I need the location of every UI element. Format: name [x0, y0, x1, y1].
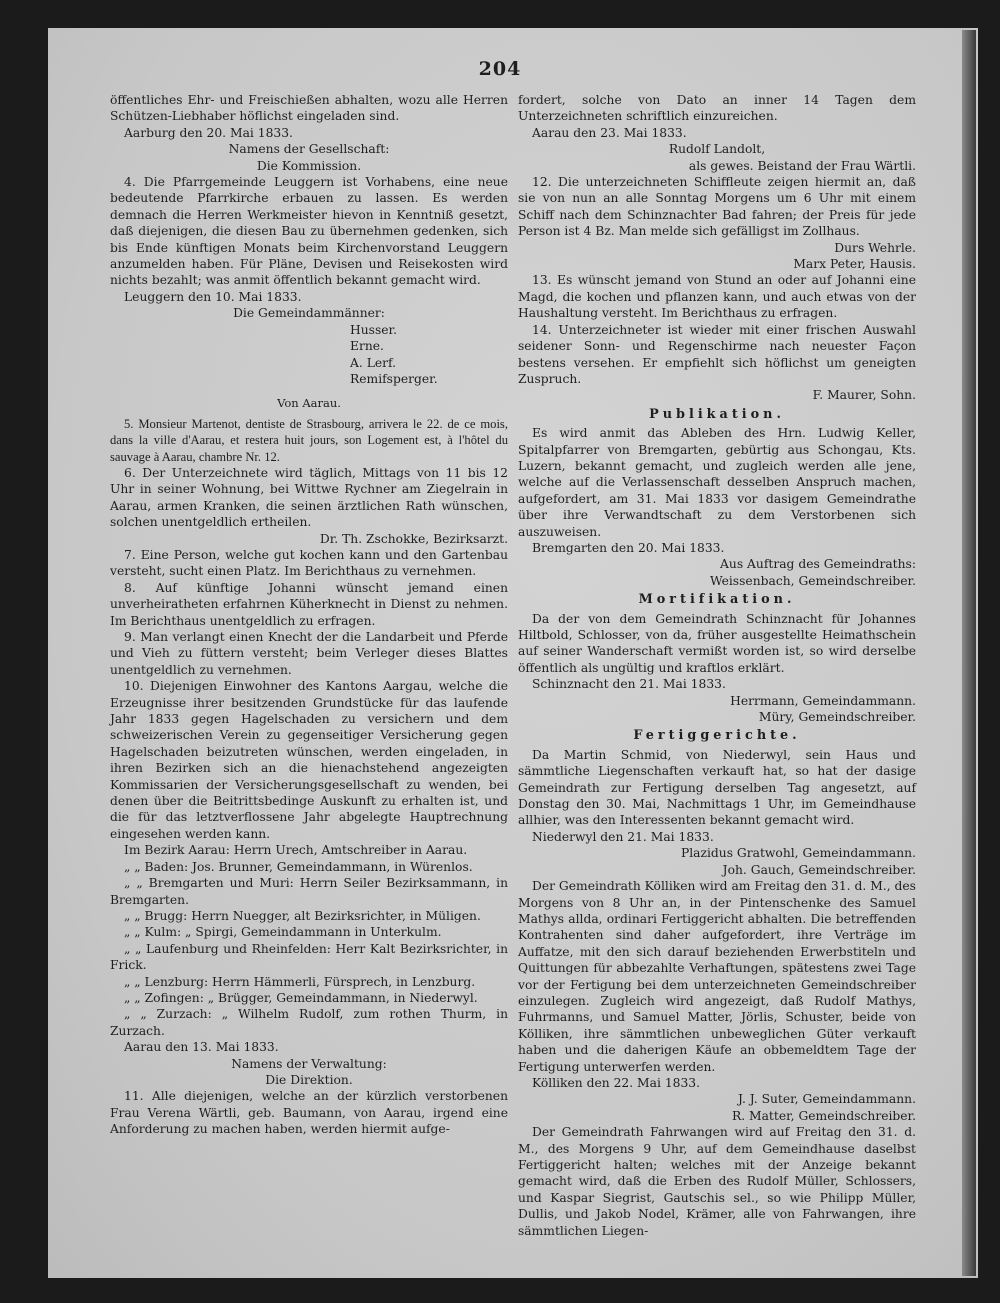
right-column-paragraph: 14. Unterzeichneter ist wieder mit einer frischen Auswahl seidener Sonn- und Regenschirme nach neuester Façon bestens versehen. Er empfiehlt sich höflichst um geneigten Zuspruch.: [518, 322, 916, 386]
left-column-paragraph: Namens der Verwaltung:: [231, 1056, 387, 1071]
left-column-paragraph: „ „ Laufenburg und Rheinfelden: Herr Kalt Bezirksrichter, in Frick.: [110, 941, 508, 973]
right-column-paragraph: 12. Die unterzeichneten Schiffleute zeigen hiermit an, daß sie von nun an alle Sonntag Morgens um 6 Uhr mit einem Schiff nach dem Schinznachter Bad fahren; der Preis für jede Person ist 4 Bz. Man melde sich gefälligst im Zollhaus.: [518, 175, 916, 239]
left-column-paragraph: A. Lerf.: [350, 355, 397, 370]
left-column-paragraph: Dr. Th. Zschokke, Bezirksarzt.: [319, 531, 508, 546]
right-column-paragraph: Plazidus Gratwohl, Gemeindammann.: [680, 846, 916, 861]
left-column-paragraph: „ „ Zofingen: „ Brügger, Gemeindammann, in Niederwyl.: [124, 990, 478, 1005]
right-column: [518, 92, 916, 1239]
right-column-paragraph: fordert, solche von Dato an inner 14 Tagen dem Unterzeichneten schriftlich einzureichen.: [518, 93, 916, 124]
left-column-paragraph: Im Bezirk Aarau: Herrn Urech, Amtschreiber in Aarau.: [124, 843, 468, 858]
right-column-paragraph: Weissenbach, Gemeindschreiber.: [709, 573, 916, 588]
left-column-paragraph: 4. Die Pfarrgemeinde Leuggern ist Vorhabens, eine neue bedeutende Pfarrkirche erbauen zu lassen. Es werden demnach die Herren Werkmeister hievon in Kenntniß gesetzt, daß diejenigen, die diesen Bau zu übernehmen gedenken, sich bis Ende künftigen Monats beim Kirchenvorstand Leuggern anzumelden haben. Für Pläne, Devisen und Reisekosten wird nichts bezahlt; was anmit öffentlich bekannt gemacht wird.: [110, 175, 508, 288]
page-number: 204: [478, 58, 522, 80]
left-column-paragraph: 8. Auf künftige Johanni wünscht jemand einen unverheiratheten erfahrnen Küherknecht in Dienst zu nehmen. Im Berichthaus unentgeldlich zu erfragen.: [110, 580, 508, 628]
left-column-paragraph: Erne.: [350, 339, 384, 354]
left-column-paragraph: 5. Monsieur Martenot, dentiste de Strasbourg, arrivera le 22. de ce mois, dans la ville d'Aarau, et restera huit jours, son Logement est, à l'hôtel du sauvage à Aarau, chambre Nr. 12.: [110, 416, 508, 464]
right-column-paragraph: Bremgarten den 20. Mai 1833.: [532, 540, 725, 555]
left-column-paragraph: 9. Man verlangt einen Knecht der die Landarbeit und Pferde und Vieh zu füttern versteht; beim Verleger dieses Blattes unentgeldlich zu vernehmen.: [110, 630, 508, 677]
left-column-paragraph: 7. Eine Person, welche gut kochen kann und den Gartenbau versteht, sucht einen Platz. Im Berichthaus zu vernehmen.: [110, 547, 508, 579]
left-column-paragraph: Von Aarau.: [277, 396, 341, 411]
left-column-paragraph: „ „ Lenzburg: Herrn Hämmerli, Fürsprech, in Lenzburg.: [124, 974, 476, 989]
right-column-paragraph: Kölliken den 22. Mai 1833.: [532, 1075, 701, 1090]
right-column-paragraph: Der Gemeindrath Fahrwangen wird auf Freitag den 31. d. M., des Morgens 9 Uhr, auf dem Gemeindhause daselbst Fertiggericht halten; welches mit der Anzeige bekannt gemacht wird, daß die Erben des Rudolf Müller, Schlossers, und Kaspar Siegrist, Gautschis sel., so wie Philipp Müller, Dullis, und Jakob Nodel, Krämer, alle von Fahrwangen, ihre sämmtlichen Liegen-: [518, 1125, 916, 1238]
book-spine-edge: [962, 30, 976, 1276]
left-column-paragraph: Leuggern den 10. Mai 1833.: [124, 289, 302, 304]
right-column-paragraph: J. J. Suter, Gemeindammann.: [738, 1092, 916, 1107]
right-column-paragraph: Niederwyl den 21. Mai 1833.: [532, 829, 714, 844]
right-column-paragraph: Rudolf Landolt,: [668, 142, 766, 157]
left-column-paragraph: Namens der Gesellschaft:: [228, 142, 390, 157]
left-column-paragraph: Aarburg den 20. Mai 1833.: [124, 125, 293, 140]
left-column-paragraph: 10. Diejenigen Einwohner des Kantons Aargau, welche die Erzeugnisse ihrer besitzenden Grundstücke für das laufende Jahr 1833 gegen Hagelschaden zu versichern und dem schweizerischen Verein zu gegenseitiger Versicherung gegen Hagelschaden beizutreten wünschen, werden eingeladen, in ihren Bezirken sich an die hienachstehend angezeigten Kommissarien der Versicherungsgesellschaft zu wenden, bei denen über die Beitrittsbedinge Auskunft zu erhalten ist, und die für das letztverflossene Jahr abgelegte Hauptrechnung eingesehen werden kann.: [110, 679, 508, 841]
left-column-paragraph: Die Direktion.: [265, 1072, 353, 1087]
right-column-paragraph: als gewes. Beistand der Frau Wärtli.: [688, 158, 916, 173]
left-column-paragraph: 11. Alle diejenigen, welche an der kürzlich verstorbenen Frau Verena Wärtli, geb. Baumann, von Aarau, irgend eine Anforderung zu machen haben, werden hiermit aufge-: [110, 1089, 508, 1137]
left-column-paragraph: Aarau den 13. Mai 1833.: [124, 1040, 279, 1055]
right-column-paragraph: Fertiggerichte.: [633, 728, 801, 744]
right-column-paragraph: Da Martin Schmid, von Niederwyl, sein Haus und sämmtliche Liegenschaften verkauft hat, so hat der dasige Gemeindrath zur Fertigung derselben Tag angesetzt, auf Donstag den 30. Mai, Nachmittags 1 Uhr, im Gemeindhause allhier, was den Interessenten bekannt gemacht wird.: [518, 747, 916, 828]
right-column-paragraph: Aus Auftrag des Gemeindraths:: [720, 557, 916, 572]
left-column-paragraph: öffentliches Ehr- und Freischießen abhalten, wozu alle Herren Schützen-Liebhaber höflichst eingeladen sind.: [110, 93, 508, 124]
right-column-paragraph: F. Maurer, Sohn.: [812, 388, 916, 403]
left-column-paragraph: Remifsperger.: [350, 371, 438, 386]
right-column-paragraph: Mortifikation.: [638, 592, 796, 608]
left-column-paragraph: Die Kommission.: [256, 158, 362, 173]
right-column-paragraph: Publikation.: [649, 406, 785, 422]
left-column-paragraph: „ „ Brugg: Herrn Nuegger, alt Bezirksrichter, in Müligen.: [124, 908, 481, 923]
left-column-paragraph: „ „ Baden: Jos. Brunner, Gemeindammann, in Würenlos.: [124, 859, 473, 874]
left-column: [110, 92, 508, 1138]
right-column-paragraph: Herrmann, Gemeindammann.: [730, 693, 916, 708]
left-column-paragraph: „ „ Kulm: „ Spirgi, Gemeindammann in Unterkulm.: [124, 925, 442, 940]
left-column-paragraph: Husser.: [350, 322, 397, 337]
right-column-paragraph: Es wird anmit das Ableben des Hrn. Ludwig Keller, Spitalpfarrer von Bremgarten, gebürtig aus Schongau, Kts. Luzern, bekannt gemacht, und zugleich werden alle jene, welche auf die Verlassenschaft desselben Anspruch machen, aufgefordert, am 31. Mai 1833 vor dasigem Gemeindrathe über ihre Verwandtschaft zu dem Verstorbenen sich auszuweisen.: [518, 426, 916, 539]
right-column-paragraph: Schinznacht den 21. Mai 1833.: [532, 677, 726, 692]
right-column-paragraph: Müry, Gemeindschreiber.: [758, 710, 916, 725]
right-column-paragraph: Marx Peter, Hausis.: [793, 257, 916, 272]
left-column-paragraph: „ „ Zurzach: „ Wilhelm Rudolf, zum rothen Thurm, in Zurzach.: [110, 1007, 508, 1038]
left-column-paragraph: Die Gemeindammänner:: [233, 306, 385, 321]
right-column-paragraph: 13. Es wünscht jemand von Stund an oder auf Johanni eine Magd, die kochen und pflanzen kann, und auch etwas von der Haushaltung versteht. Im Berichthaus zu erfragen.: [518, 273, 916, 321]
right-column-paragraph: Durs Wehrle.: [834, 240, 916, 255]
left-column-paragraph: „ „ Bremgarten und Muri: Herrn Seiler Bezirksammann, in Bremgarten.: [110, 876, 508, 907]
left-column-paragraph: 6. Der Unterzeichnete wird täglich, Mittags von 11 bis 12 Uhr in seiner Wohnung, bei Wittwe Rychner am Ziegelrain in Aarau, armen Kranken, die seinen ärztlichen Rath wünschen, solchen unentgeldlich ertheilen.: [110, 465, 508, 530]
right-column-paragraph: R. Matter, Gemeindschreiber.: [731, 1108, 916, 1123]
right-column-paragraph: Da der von dem Gemeindrath Schinznacht für Johannes Hiltbold, Schlosser, von da, früher ausgestellte Heimathschein auf seiner Wanderschaft vermißt worden ist, so wird derselbe öffentlich als ungültig und kraftlos erklärt.: [518, 611, 916, 675]
right-column-paragraph: Joh. Gauch, Gemeindschreiber.: [722, 862, 916, 877]
right-column-paragraph: Der Gemeindrath Kölliken wird am Freitag den 31. d. M., des Morgens von 8 Uhr an, in der Pintenschenke des Samuel Mathys allda, ordinari Fertiggericht abhalten. Die betreffenden Kontrahenten sind daher aufgefordert, ihre Verträge im Auffatze, mit den sich darauf beziehenden Erwerbstiteln und Quittungen für abbezahlte Verhaftungen, spätestens zwei Tage vor der Fertigung bei dem unterzeichneten Gemeindschreiber einzulegen. Zugleich wird angezeigt, daß Rudolf Mathys, Fuhrmanns, und Samuel Matter, Jörlis, Schuster, beide von Kölliken, ihre sämmtlichen unbeweglichen Güter verkauft haben und die daherigen Käufe an obbemeldtem Tage der Fertigung unterwerfen werden.: [518, 879, 916, 1074]
right-column-paragraph: Aarau den 23. Mai 1833.: [532, 125, 687, 140]
